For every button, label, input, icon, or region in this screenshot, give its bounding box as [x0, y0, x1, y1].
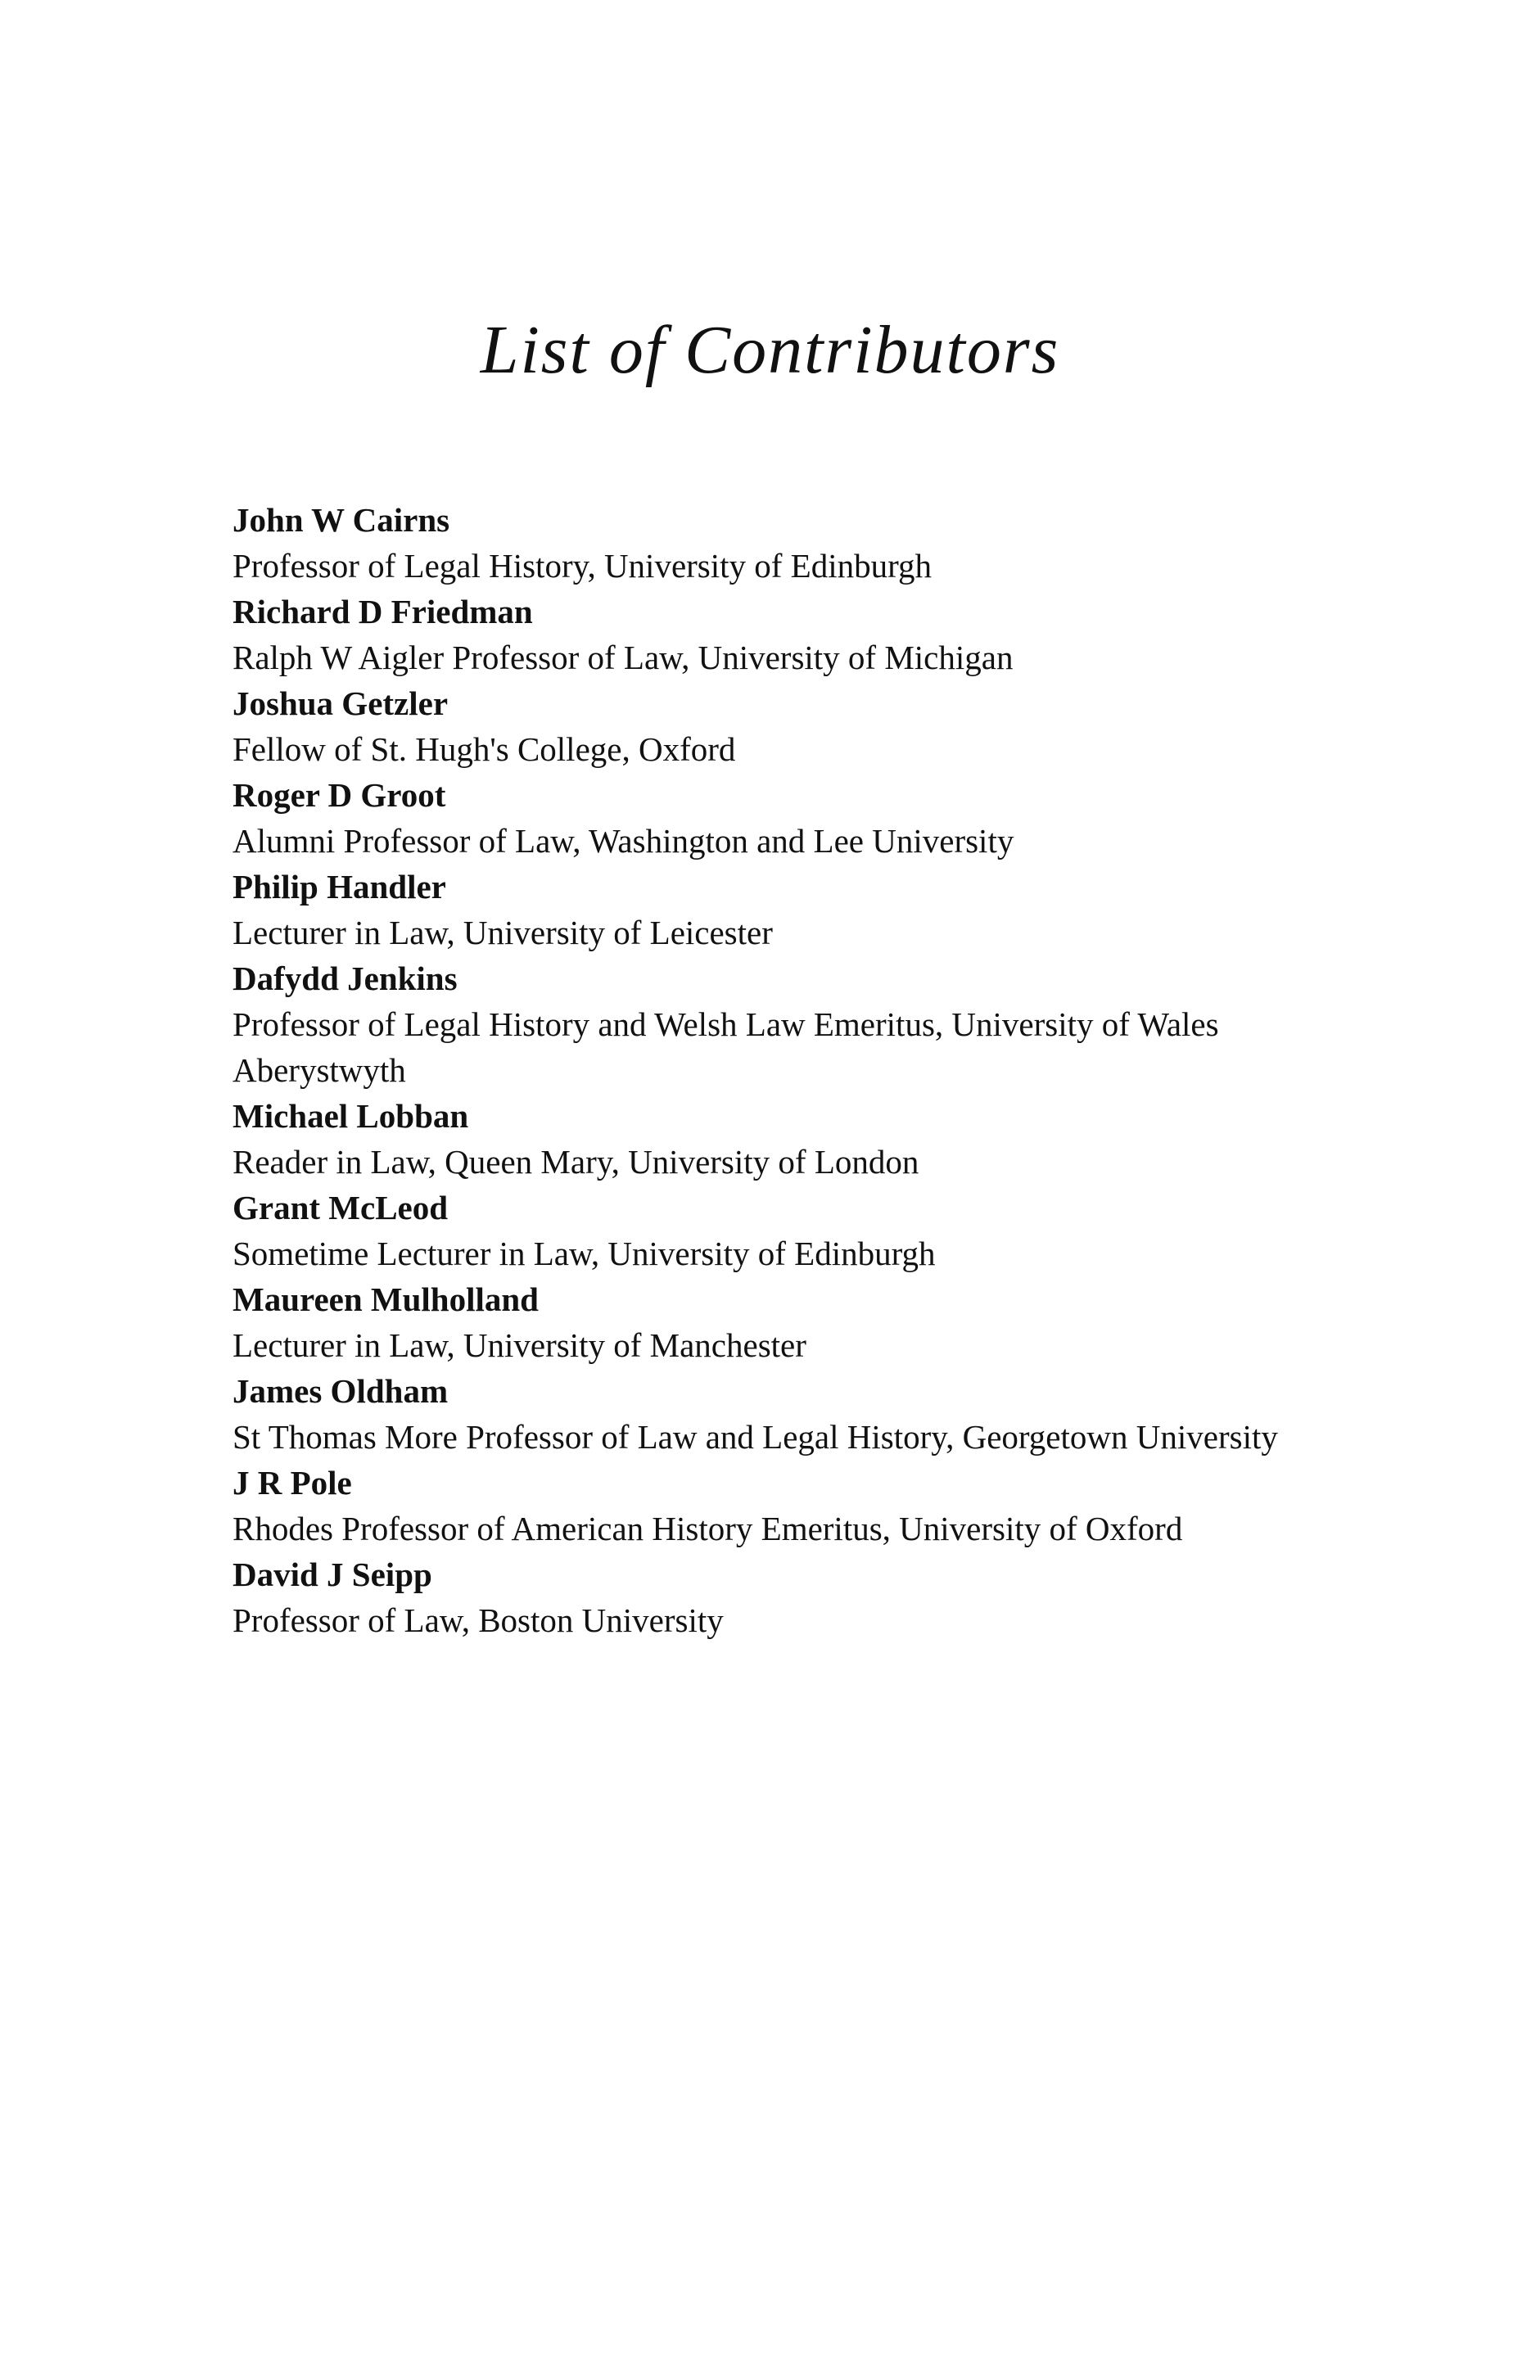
contributor-entry [233, 1368, 1379, 1460]
contributor-entry [233, 772, 1379, 864]
contributor-name: Dafydd Jenkins [233, 960, 458, 997]
contributor-entry [233, 680, 1379, 772]
contributor-affiliation: Sometime Lecturer in Law, University of Edinburgh [233, 1235, 936, 1272]
contributor-entry [233, 1551, 1379, 1643]
contributor-name: Philip Handler [233, 868, 446, 905]
contributor-affiliation: Ralph W Aigler Professor of Law, University of Michigan [233, 639, 1014, 676]
contributor-affiliation: Reader in Law, Queen Mary, University of London [233, 1143, 919, 1181]
contributor-name: Grant McLeod [233, 1189, 449, 1226]
contributor-entry [233, 1460, 1379, 1551]
contributor-affiliation: Alumni Professor of Law, Washington and Lee University [233, 822, 1014, 860]
contributor-name: John W Cairns [233, 501, 450, 539]
contributor-name: J R Pole [233, 1464, 352, 1502]
contributor-name: David J Seipp [233, 1556, 432, 1593]
contributor-name: Roger D Groot [233, 776, 446, 814]
contributor-entry [233, 955, 1379, 1093]
contributor-entry [233, 497, 1379, 589]
contributor-affiliation: Fellow of St. Hugh's College, Oxford [233, 730, 736, 768]
contributor-name: Maureen Mulholland [233, 1280, 539, 1318]
contributor-affiliation: Professor of Law, Boston University [233, 1601, 724, 1639]
page-title: List of Contributors [480, 312, 1060, 388]
contributor-entry [233, 1093, 1379, 1185]
contributor-affiliation: Lecturer in Law, University of Leicester [233, 914, 773, 951]
contributor-name: Joshua Getzler [233, 684, 449, 722]
contributor-entry [233, 864, 1379, 955]
contributor-affiliation: Professor of Legal History and Welsh Law Emeritus, University of Wales Aberystwyth [233, 1005, 1219, 1089]
contributor-affiliation: St Thomas More Professor of Law and Legal History, Georgetown University [233, 1418, 1278, 1456]
contributor-name: Richard D Friedman [233, 593, 533, 630]
contributor-entry [233, 1185, 1379, 1276]
contributor-affiliation: Rhodes Professor of American History Emeritus, University of Oxford [233, 1510, 1183, 1547]
contributor-name: James Oldham [233, 1372, 449, 1410]
contributor-affiliation: Lecturer in Law, University of Manchester [233, 1326, 806, 1364]
contributor-entry [233, 589, 1379, 680]
contributor-affiliation: Professor of Legal History, University of Edinburgh [233, 547, 933, 585]
contributor-entry [233, 1276, 1379, 1368]
contributor-name: Michael Lobban [233, 1097, 469, 1135]
contributor-list [233, 497, 1379, 1643]
